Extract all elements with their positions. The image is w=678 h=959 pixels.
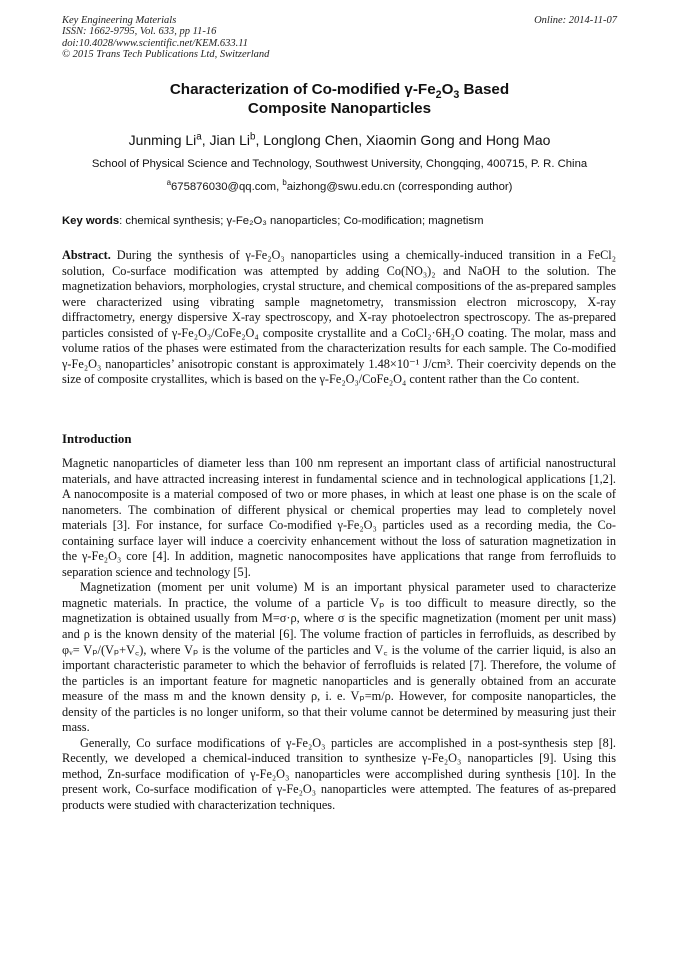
author-emails: $^a$675876030@qq.com, $^b$aizhong@swu.edu.cn (corresponding author) bbox=[166, 178, 513, 193]
title-line-2: Composite Nanoparticles bbox=[247, 99, 432, 117]
journal-issn: ISSN: 1662-9795, Vol. 633, pp 11-16 bbox=[62, 26, 217, 38]
abstract-text: During the synthesis of γ-Fe₂O₃ nanoparticles using a chemically-induced transition in a FeCl₂ solution, Co-surface modification was attempted by adding Co(NO₃)₂ and NaOH to the solution. The magnetization behaviors, morphologies, crystal structure, and chemical compositions of the as-prepared samples were characterized using vibrating sample magnetometry, transmission electron microscopy, X-ray diffractometry, energy dispersive X-ray spectroscopy, and X-ray photoelectron spectroscopy. The as-prepared particles consisted of γ-Fe₂O₃/CoFe₂O₄ composite crystallite and a CoCl₂·6H₂O coating. The molar, mass and volume ratios of the phases were estimated from the characterization results for each sample. The Co-modified γ-Fe₂O₃ nanoparticles’ anisotropic constant is approximately 1.48×10⁻¹ J/cm³. Their coercivity depends on the size of composite crystallites, which is based on the γ-Fe₂O₃/CoFe₂O₄ content rather than the Co content. bbox=[62, 248, 616, 387]
introduction-heading: Introduction bbox=[62, 432, 132, 446]
keywords bbox=[62, 214, 617, 228]
journal-header bbox=[62, 15, 617, 61]
title-line-1: Characterization of Co-modified $\gamma-Fe_2O_3$ Based bbox=[169, 81, 510, 102]
keywords-text: : chemical synthesis; γ-Fe₂O₃ nanoparticles; Co-modification; magnetism bbox=[119, 215, 484, 227]
author-list: Junming Li$^a$, Jian Li$^b$, Longlong Chen, Xiaomin Gong and Hong Mao bbox=[128, 131, 551, 148]
intro-paragraph-2: Magnetization (moment per unit volume) M is an important physical parameter used to characterize magnetic materials. In practice, the volume of a particle Vₚ is too difficult to measure directly, so the magnetization is obtained usually from M=σ·ρ, where σ is the specific magnetization (moment per unit mass) and ρ is the known density of the material [6]. The volume fraction of particles in ferrofluids, as described by φᵥ= Vₚ/(Vₚ+V꜀), where Vₚ is the volume of the particles and V꜀ is the volume of the carrier liquid, is also an important characteristic parameter to which the behavior of ferrofluids is related [7]. Therefore, the volume of the particles is an important feature for magnetic nanoparticles and is generally obtained from an accurate measure of the mass m and the known density ρ, i. e. Vₚ=m/ρ. However, for composite nanoparticles, the density of the particles is no longer uniform, so that their volume cannot be determined by measuring just their mass. bbox=[62, 580, 616, 735]
journal-copyright: © 2015 Trans Tech Publications Ltd, Switzerland bbox=[62, 49, 270, 61]
abstract bbox=[62, 248, 616, 388]
affiliation: School of Physical Science and Technology, Southwest University, Chongqing, 400715, P. R. China bbox=[91, 158, 588, 170]
paper-title bbox=[62, 81, 617, 118]
keywords-label: Key words bbox=[62, 215, 120, 227]
email-a: 675876030@qq.com, bbox=[171, 181, 283, 193]
journal-doi: doi:10.4028/www.scientific.net/KEM.633.11 bbox=[62, 37, 248, 49]
online-date: Online: 2014-11-07 bbox=[534, 15, 617, 26]
introduction-body bbox=[62, 456, 616, 814]
email-b: aizhong@swu.edu.cn (corresponding author) bbox=[286, 181, 513, 193]
abstract-label: Abstract. bbox=[62, 248, 111, 262]
intro-paragraph-1: Magnetic nanoparticles of diameter less than 100 nm represent an important class of artificial nanostructural materials, and have attracted increasing interest in fundamental science and in technological applications [1,2]. A nanocomposite is a material composed of two or more phases, in which at least one phase is on the scale of nanometers. The combination of different physical or chemical properties may lead to completely novel materials [3]. For instance, for surface Co-modified γ-Fe₂O₃ particles used as a recording media, the Co-containing surface layer will induce a coercivity enhancement without the loss of saturation magnetization in the γ-Fe₂O₃ core [4]. In addition, magnetic nanocomposites have applications that range from ferrofluids to separation science and technology [5]. bbox=[62, 456, 616, 579]
journal-name: Key Engineering Materials bbox=[62, 15, 177, 26]
intro-paragraph-3: Generally, Co surface modifications of γ-Fe₂O₃ particles are accomplished in a post-synthesis step [8]. Recently, we developed a chemical-induced transition to synthesize γ-Fe₂O₃ nanoparticles [9]. Using this method, Zn-surface modification of γ-Fe₂O₃ nanoparticles were accomplished during synthesis [10]. In the present work, Co-surface modification of γ-Fe₂O₃ nanoparticles were attempted. The features of as-prepared products were studied with characterization techniques. bbox=[62, 735, 616, 813]
